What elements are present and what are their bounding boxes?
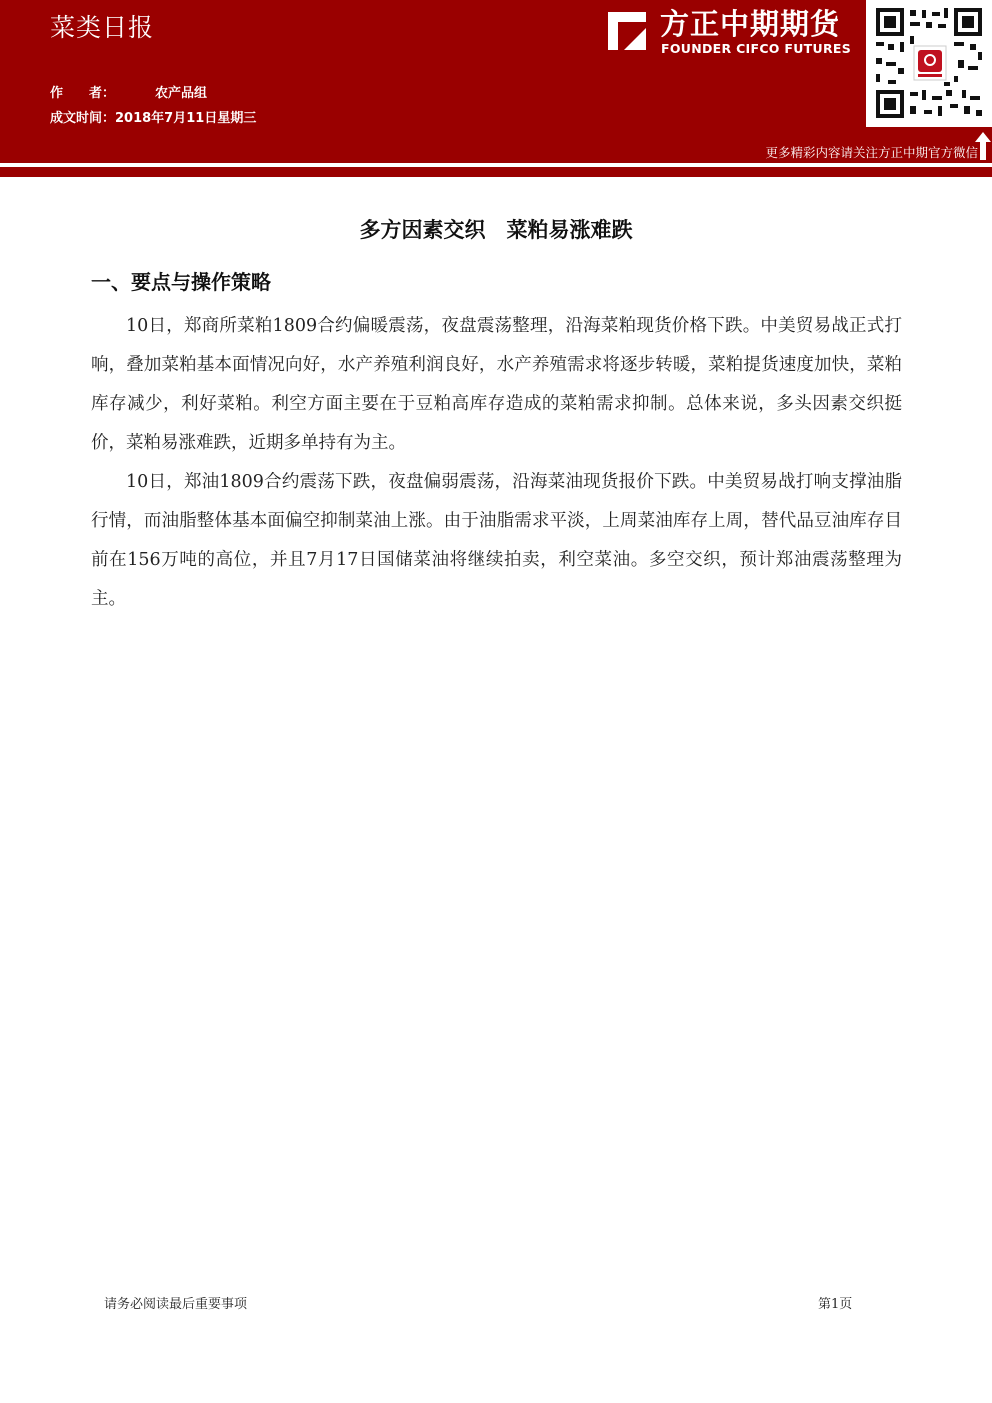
wechat-qr-code	[866, 0, 992, 127]
footer-notice: 请务必阅读最后重要事项	[104, 1297, 248, 1312]
paragraph-rapeseed-oil: 10日，郑油1809合约震荡下跌，夜盘偏弱震荡，沿海菜油现货报价下跌。中美贸易战打响支撑油脂行情，而油脂整体基本面偏空抑制菜油上涨。由于油脂需求平淡，上周菜油库存上周，替代品豆油库存目前在156万吨的高位，并且7月17日国储菜油将继续拍卖，利空菜油。多空交织，预计郑油震荡整理为主。	[91, 472, 902, 609]
report-type-title: 菜类日报	[50, 13, 155, 42]
header-underline	[0, 167, 992, 177]
brand-name-en: FOUNDER CIFCO FUTURES	[661, 41, 852, 56]
report-header	[0, 0, 992, 163]
paragraph-rapeseed-meal: 10日，郑商所菜粕1809合约偏暖震荡，夜盘震荡整理，沿海菜粕现货价格下跌。中美贸易战正式打响，叠加菜粕基本面情况向好，水产养殖利润良好，水产养殖需求将逐步转暖，菜粕提货速度加快，菜粕库存减少，利好菜粕。利空方面主要在于豆粕高库存造成的菜粕需求抑制。总体来说，多头因素交织挺价，菜粕易涨难跌，近期多单持有为主。	[91, 316, 902, 453]
qr-code-icon	[874, 6, 984, 120]
follow-wechat-text: 更多精彩内容请关注方正中期官方微信	[765, 145, 978, 160]
brand-name-cn: 方正中期期货	[660, 7, 841, 41]
founder-logo-icon	[604, 8, 650, 54]
page-number: 第1页	[818, 1297, 853, 1312]
up-arrow-icon	[975, 132, 991, 160]
document-title: 多方因素交织 菜粕易涨难跌	[359, 217, 633, 242]
author-value: 农产品组	[155, 86, 208, 101]
author-label: 作 者：	[50, 86, 116, 101]
section-heading: 一、要点与操作策略	[91, 270, 271, 294]
publish-date: 成文时间：2018年7月11日星期三	[50, 111, 257, 126]
